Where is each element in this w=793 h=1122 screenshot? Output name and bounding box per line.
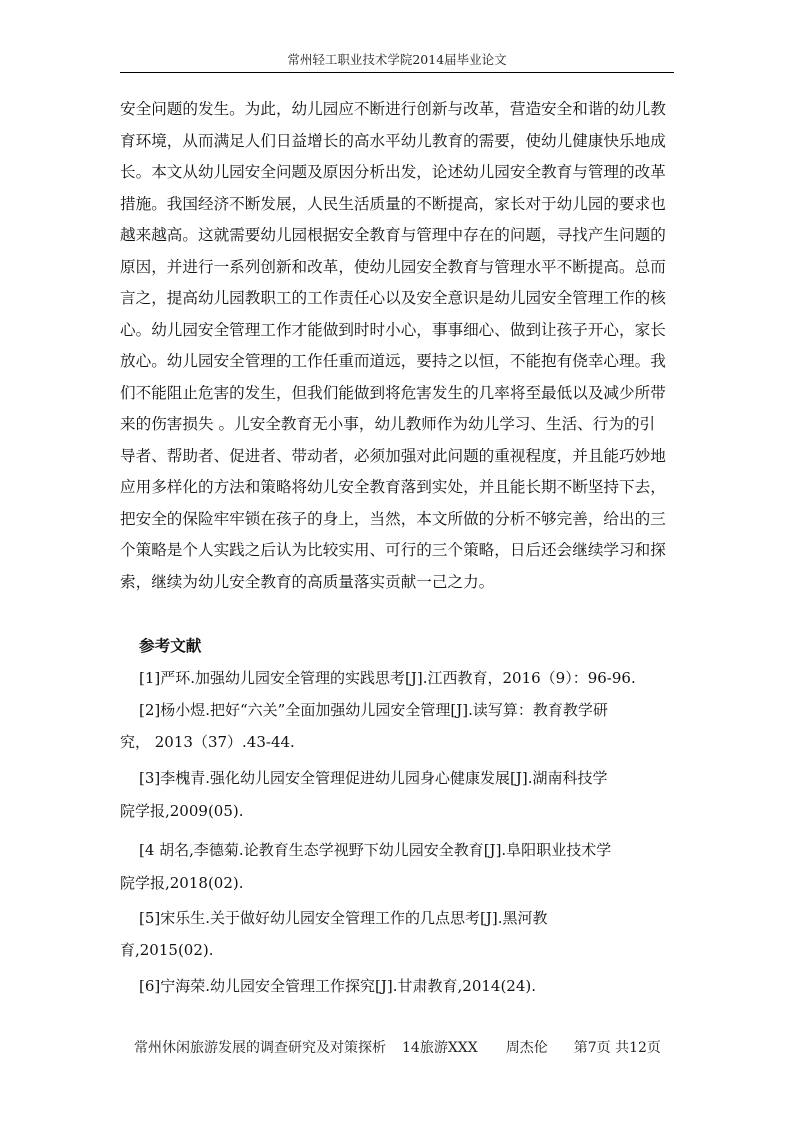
footer-author: 周杰伦 [505,1040,548,1056]
body-line: 索，继续为幼儿安全教育的高质量落实贡献一己之力。 [120,572,495,591]
header-rule [120,72,674,73]
footer-thesis-title: 常州休闲旅游发展的调查研究及对策探析 [134,1040,386,1056]
body-line: 心。幼儿园安全管理工作才能做到时时小心，事事细心、做到让孩子开心，家长 [120,320,666,339]
reference-item-2-cont: 究， 2013（37）.43-44. [120,733,295,751]
body-line: 放心。幼儿园安全管理的工作任重而道远，要持之以恒，不能抱有侥幸心理。我 [120,352,666,370]
body-line: 原因，并进行一系列创新和改革，使幼儿园安全教育与管理水平不断提高。总而 [120,257,666,276]
page-header: 常州轻工职业技术学院2014届毕业论文 [287,52,507,67]
body-line: 应用多样化的方法和策略将幼儿安全教育落到实处，并且能长期不断坚持下去， [120,478,666,496]
reference-item-3: [3]李槐青.强化幼儿园安全管理促进幼儿园身心健康发展[J].湖南科技学 [139,769,608,787]
reference-item-4-cont: 院学报,2018(02). [120,874,244,892]
reference-item-6: [6]宁海荣.幼儿园安全管理工作探究[J].甘肃教育,2014(24). [139,977,537,995]
body-line: 措施。我国经济不断发展，人民生活质量的不断提高，家长对于幼儿园的要求也 [120,194,666,213]
body-line: 越来越高。这就需要幼儿园根据安全教育与管理中存在的问题，寻找产生问题的 [120,226,666,244]
body-line: 把安全的保险牢牢锁在孩子的身上，当然，本文所做的分析不够完善，给出的三 [120,509,666,528]
body-line: 言之，提高幼儿园教职工的工作责任心以及安全意识是幼儿园安全管理工作的核 [120,289,666,307]
body-line: 们不能阻止危害的发生，但我们能做到将危害发生的几率将至最低以及减少所带 [120,383,666,402]
body-line: 长。本文从幼儿园安全问题及原因分析出发，论述幼儿园安全教育与管理的改革 [120,163,666,181]
references-heading: 参考文献 [139,636,202,655]
body-paragraph [120,94,680,598]
reference-item-3-cont: 院学报,2009(05). [120,802,244,820]
body-line: 来的伤害损失 。儿安全教育无小事，幼儿教师作为幼儿学习、生活、行为的引 [120,415,656,433]
body-line: 个策略是个人实践之后认为比较实用、可行的三个策略，日后还会继续学习和探 [120,541,666,559]
body-line: 育环境，从而满足人们日益增长的高水平幼儿教育的需要，使幼儿健康快乐地成 [120,131,666,150]
body-line: 安全问题的发生。为此，幼儿园应不断进行创新与改革，营造安全和谐的幼儿教 [120,100,666,118]
footer-class: 14旅游XXX [402,1040,478,1056]
reference-item-5: [5]宋乐生.关于做好幼儿园安全管理工作的几点思考[J].黑河教 [139,909,548,927]
reference-item-1: [1]严环.加强幼儿园安全管理的实践思考[J].江西教育，2016（9）：96-96. [139,669,636,687]
body-line: 导者、帮助者、促进者、带动者，必须加强对此问题的重视程度，并且能巧妙地 [120,446,666,465]
reference-item-2: [2]杨小煜.把好“六关”全面加强幼儿园安全管理[J].读写算：教育教学研 [139,701,608,719]
footer-page-number: 第7页 共12页 [573,1040,661,1056]
page-footer [120,1038,674,1058]
reference-item-4: [4 胡名,李德菊.论教育生态学视野下幼儿园安全教育[J].阜阳职业技术学 [139,841,612,859]
reference-item-5-cont: 育,2015(02). [120,941,214,959]
